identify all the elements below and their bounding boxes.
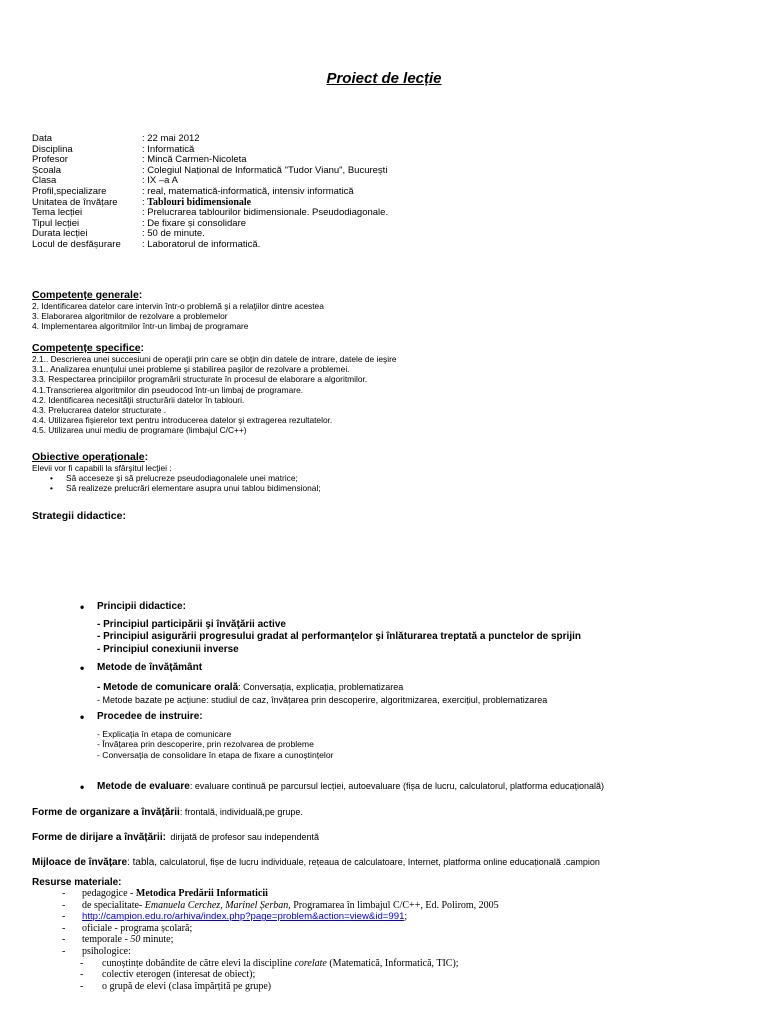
- oral-methods-label: - Metode de comunicare orală: [97, 682, 239, 693]
- guidance-forms: [32, 827, 319, 845]
- objective-item: • Să realizeze prelucrări elementare asupra unui tablou bidimensional;: [32, 483, 321, 493]
- general-competence-item: 4. Implementarea algoritmilor într-un limbaj de programare: [32, 321, 249, 332]
- bullet: •: [80, 661, 85, 675]
- specific-competence-item: 4.2. Identificarea necesităţii structurării datelor în tablouri.: [32, 394, 245, 405]
- strategies-heading: Strategii didactice:: [32, 510, 126, 522]
- meta-value: : Prelucrarea tablourilor bidimensionale. Pseudodiagonale.: [142, 207, 389, 219]
- specific-competence-item: 4.3. Prelucrarea datelor structurate .: [32, 405, 167, 416]
- meta-value: : Colegiul Național de Informatică "Tudor Vianu", București: [142, 164, 388, 176]
- objectives-intro: Elevii vor fi capabili la sfârşitul lecţiei :: [32, 463, 172, 473]
- means-label: Mijloace de învățare: [32, 857, 128, 868]
- oral-methods-text: : Conversația, explicația, problematizarea: [238, 682, 404, 692]
- methods-item: [80, 661, 203, 675]
- methods-list: [97, 681, 547, 707]
- meta-key: Data: [32, 133, 53, 144]
- specific-competence-item: 3.1.. Analizarea enunţului unei probleme şi stabilirea paşilor de rezolvare a problemei.: [32, 364, 350, 375]
- principle-item: - Principiul asigurării progresului gradat al performanţelor şi înlăturarea treptată a punctelor de sprijin: [97, 631, 581, 643]
- meta-row: [32, 240, 388, 251]
- organization-forms: [32, 802, 303, 820]
- resource-temporal: - temporale - 50 minute;: [62, 934, 174, 946]
- psych-item-1: - cunoștințe dobândite de către elevi la discipline corelate (Matematică, Informatică, TIC);: [80, 957, 459, 969]
- meta-row: [32, 134, 388, 145]
- psych-item-2: - colectiv eterogen (interesat de obiect);: [80, 969, 256, 981]
- methods-label: Metode de învățământ: [97, 662, 203, 673]
- page-title: Proiect de lecție: [326, 70, 442, 87]
- evaluation-text: : evaluare continuă pe parcursul lecției, autoevaluare (fișa de lucru, calculatorul, platforma educațională): [189, 781, 605, 791]
- colon: :: [138, 289, 143, 301]
- bullet: •: [80, 600, 85, 614]
- meta-key: Clasa: [32, 175, 57, 187]
- objectives-heading: Obiective operaționale: [32, 451, 145, 463]
- specific-competences: [32, 342, 397, 436]
- principles-item: [80, 600, 186, 614]
- operational-objectives: [32, 451, 321, 494]
- specific-competence-item: 2.1.. Descrierea unei succesiuni de operaţii prin care se obţin din datele de intrare, datele de ieşire: [32, 354, 397, 364]
- material-resources: [32, 877, 752, 992]
- lesson-meta: [32, 134, 388, 251]
- resource-link-row: - http://campion.edu.ro/arhiva/index.php?page=problem&action=view&id=991;: [62, 911, 408, 923]
- resource-psychological: - psihologice:: [62, 945, 131, 957]
- meta-key: Profil,specializare: [32, 185, 107, 197]
- meta-value: : IX –a A: [142, 175, 178, 187]
- organization-label: Forme de organizare a învățării: [32, 807, 180, 818]
- meta-key: Locul de desfășurare: [32, 238, 121, 250]
- procedure-item: - Conversația de consolidare în etapa de fixare a cunoștințelor: [97, 749, 334, 760]
- specific-competences-heading: Competențe specifice: [32, 342, 141, 354]
- colon: :: [144, 451, 149, 463]
- specific-competence-item: 4.5. Utilizarea unui mediu de programare (limbajul C/C++): [32, 425, 247, 436]
- general-competence-item: 3. Elaborarea algoritmilor de rezolvare a problemelor: [32, 311, 228, 322]
- guidance-text: dirijată de profesor sau independentă: [170, 832, 319, 842]
- meta-value: : real, matematică-informatică, intensiv informatică: [142, 185, 354, 197]
- specific-competence-item: 3.3. Respectarea principiilor programării structurate în procesul de elaborare a algoritmilor.: [32, 374, 368, 385]
- objective-item: • Să acceseze şi să prelucreze pseudodiagonalele unei matrice;: [32, 473, 321, 483]
- means-text-1: : tabla,: [127, 857, 158, 868]
- meta-value: : 50 de minute.: [142, 228, 205, 240]
- general-competences: [32, 289, 324, 332]
- action-methods-text: - Metode bazate pe acțiune: studiul de caz, învățarea prin descoperire, algoritmizarea, exercițiul, problematizarea: [97, 695, 548, 706]
- evaluation-item: [80, 776, 605, 794]
- psych-item-3: - o grupă de elevi (clasa împărțită pe grupe): [80, 980, 272, 992]
- resource-specialty: - de specialitate- Emanuela Cerchez, Marinel Șerban, Programarea în limbajul C/C++, Ed. Polirom, 2005: [62, 899, 499, 911]
- campion-link[interactable]: http://campion.edu.ro/arhiva/index.php?page=problem&action=view&id=991: [82, 911, 405, 923]
- procedure-item: - Explicația în etapa de comunicare: [97, 729, 232, 739]
- procedures-list: [97, 729, 333, 760]
- meta-value: : Informatică: [142, 143, 195, 155]
- bullet: •: [80, 780, 85, 794]
- organization-text: : frontală, individuală,pe grupe.: [179, 807, 303, 817]
- meta-value: : De fixare și consolidare: [142, 217, 247, 229]
- meta-key: Durata lecției: [32, 228, 88, 240]
- resource-pedagogical: - pedagogice - Metodica Predării Informaticii: [62, 888, 268, 899]
- principle-item: - Principiul participării şi învăţării active: [97, 619, 286, 630]
- meta-key: Tipul lecției: [32, 217, 80, 229]
- general-competences-heading: Competențe generale: [32, 289, 139, 301]
- bullet: •: [80, 710, 85, 724]
- principles-label: Principii didactice:: [97, 601, 186, 612]
- meta-value: : Laboratorul de informatică.: [142, 238, 261, 250]
- meta-value: : 22 mai 2012: [142, 133, 200, 144]
- procedures-item: [80, 710, 203, 724]
- evaluation-label: Metode de evaluare: [97, 781, 190, 792]
- meta-key: Disciplina: [32, 143, 73, 155]
- meta-value: : Mincă Carmen-Nicoleta: [142, 154, 247, 166]
- meta-key: Tema lecției: [32, 207, 83, 219]
- resources-heading: Resurse materiale:: [32, 877, 122, 888]
- meta-key: Școala: [32, 164, 62, 176]
- meta-row: [32, 166, 388, 177]
- means-text-2: calculatorul, fișe de lucru individuale, rețeaua de calculatoare, Internet, platforma online educațională .campion: [157, 857, 600, 867]
- guidance-label: Forme de dirijare a învățării:: [32, 832, 166, 843]
- principle-item: - Principiul conexiunii inverse: [97, 643, 239, 655]
- procedure-item: - Învățarea prin descoperire, prin rezolvarea de probleme: [97, 739, 314, 750]
- meta-key: Unitatea de învățare: [32, 196, 118, 208]
- meta-key: Profesor: [32, 154, 68, 166]
- resource-official: - oficiale - programa școlară;: [62, 922, 193, 934]
- meta-value: : Tablouri bidimensionale: [142, 196, 252, 208]
- principles-list: [97, 619, 581, 656]
- procedures-label: Procedee de instruire:: [97, 711, 203, 722]
- colon: :: [140, 342, 145, 354]
- learning-means: [32, 852, 600, 870]
- general-competence-item: 2. Identificarea datelor care intervin într-o problemă şi a relaţiilor dintre acestea: [32, 301, 324, 311]
- specific-competence-item: 4.1.Transcrierea algoritmilor din pseudocod într-un limbaj de programare.: [32, 384, 304, 395]
- specific-competence-item: 4.4. Utilizarea fişierelor text pentru introducerea datelor şi extragerea rezultatelor.: [32, 415, 333, 426]
